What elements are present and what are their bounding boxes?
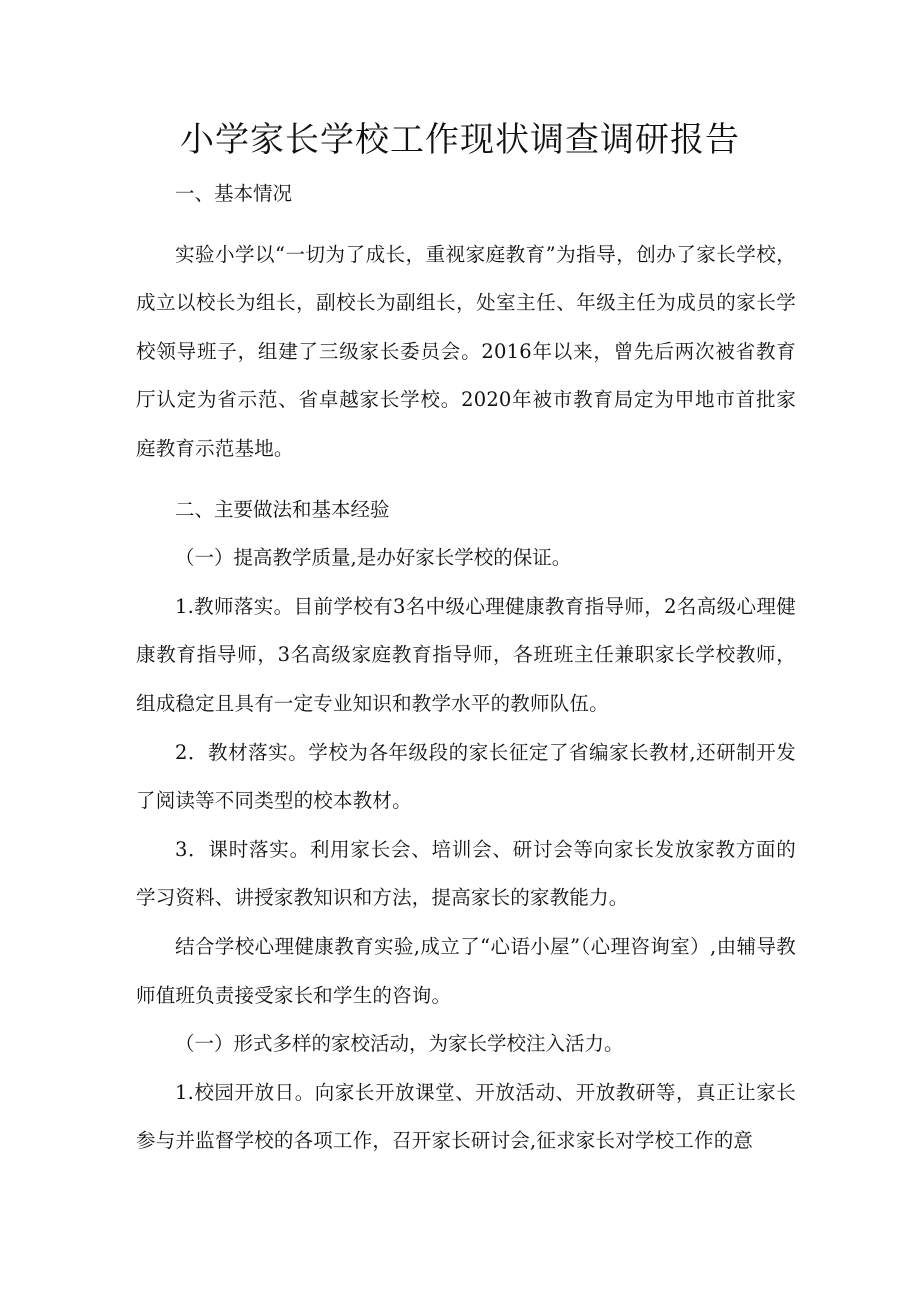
section-heading-basic: 一、基本情况 bbox=[175, 182, 293, 205]
subheading-teaching-quality: （一）提高教学质量,是办好家长学校的保证。 bbox=[175, 546, 572, 570]
paragraph-open-day: 1.校园开放日。向家长开放课堂、开放活动、开放教研等，真正让家长参与并监督学校的各项工作，召开家长研讨会,征求家长对学校工作的意 bbox=[136, 1080, 796, 1153]
document-title: 小学家长学校工作现状调查调研报告 bbox=[180, 120, 740, 160]
section-heading-practices: 二、主要做法和基本经验 bbox=[175, 497, 390, 521]
paragraph-class-hours: 3．课时落实。利用家长会、培训会、研讨会等向家长发放家教方面的学习资料、讲授家教知识和方法，提高家长的家教能力。 bbox=[136, 837, 796, 910]
paragraph-teachers: 1.教师落实。目前学校有3名中级心理健康教育指导师，2名高级心理健康教育指导师，3名高级家庭教育指导师，各班班主任兼职家长学校教师，组成稳定且具有一定专业知识和教学水平的教师队伍。 bbox=[136, 594, 796, 715]
paragraph-materials: 2．教材落实。学校为各年级段的家长征定了省编家长教材,还研制开发了阅读等不同类型的校本教材。 bbox=[136, 740, 796, 813]
paragraph-counseling: 结合学校心理健康教育实验,成立了“心语小屋”（心理咨询室）,由辅导教师值班负责接受家长和学生的咨询。 bbox=[136, 934, 796, 1007]
subheading-activities: （一）形式多样的家校活动，为家长学校注入活力。 bbox=[175, 1032, 624, 1056]
document-body bbox=[136, 170, 796, 1166]
paragraph-basic-situation: 实验小学以“一切为了成长，重视家庭教育”为指导，创办了家长学校，成立以校长为组长，副校长为副组长，处室主任、年级主任为成员的家长学校领导班子，组建了三级家长委员会。2016年以来，曾先后两次被省教育厅认定为省示范、省卓越家长学校。2020年被市教育局定为甲地市首批家庭教育示范基地。 bbox=[136, 242, 796, 460]
